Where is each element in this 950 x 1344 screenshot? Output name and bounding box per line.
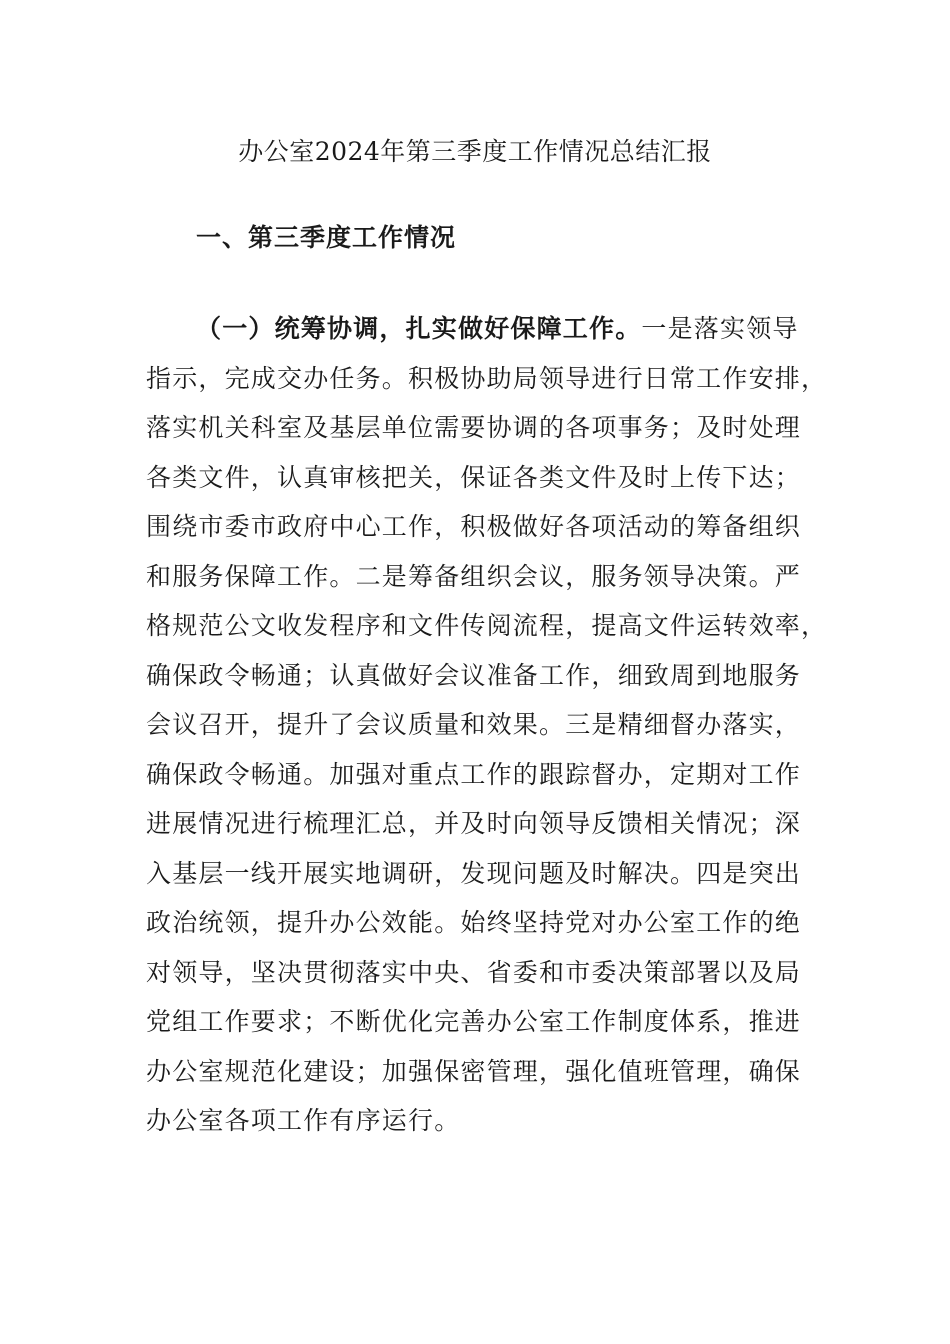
paragraph-line: 对领导，坚决贯彻落实中央、省委和市委决策部署以及局: [146, 957, 802, 987]
body-paragraph: [146, 304, 828, 1146]
paragraph-line: 办公室规范化建设；加强保密管理，强化值班管理，确保: [146, 1056, 802, 1086]
paragraph-line: 办公室各项工作有序运行。: [146, 1106, 461, 1135]
document-title: 办公室2024年第三季度工作情况总结汇报: [238, 137, 712, 166]
paragraph-first-line-text: 一是落实领导: [641, 314, 799, 343]
paragraph-line: 确保政令畅通。加强对重点工作的跟踪督办，定期对工作: [146, 759, 802, 789]
paragraph-line: 确保政令畅通；认真做好会议准备工作，细致周到地服务: [146, 660, 802, 690]
section-heading: 一、第三季度工作情况: [196, 223, 457, 252]
paragraph-line: 落实机关科室及基层单位需要协调的各项事务；及时处理: [146, 413, 802, 442]
paragraph-line: 围绕市委市政府中心工作，积极做好各项活动的筹备组织: [146, 512, 802, 541]
paragraph-bold-lead: （一）统筹协调，扎实做好保障工作。: [196, 314, 642, 343]
paragraph-line: 政治统领，提升办公效能。始终坚持党对办公室工作的绝: [146, 908, 802, 937]
paragraph-line: 指示，完成交办任务。积极协助局领导进行日常工作安排，: [146, 363, 828, 393]
paragraph-line: 和服务保障工作。二是筹备组织会议，服务领导决策。严: [146, 561, 802, 591]
paragraph-line: 会议召开，提升了会议质量和效果。三是精细督办落实，: [146, 710, 802, 739]
paragraph-first-line: [146, 304, 799, 354]
paragraph-line: 入基层一线开展实地调研，发现问题及时解决。四是突出: [146, 858, 802, 888]
paragraph-line: 格规范公文收发程序和文件传阅流程，提高文件运转效率，: [146, 611, 828, 640]
paragraph-line: 党组工作要求；不断优化完善办公室工作制度体系，推进: [146, 1007, 802, 1036]
paragraph-line: 各类文件，认真审核把关，保证各类文件及时上传下达；: [146, 462, 802, 492]
paragraph-line: 进展情况进行梳理汇总，并及时向领导反馈相关情况；深: [146, 809, 802, 838]
